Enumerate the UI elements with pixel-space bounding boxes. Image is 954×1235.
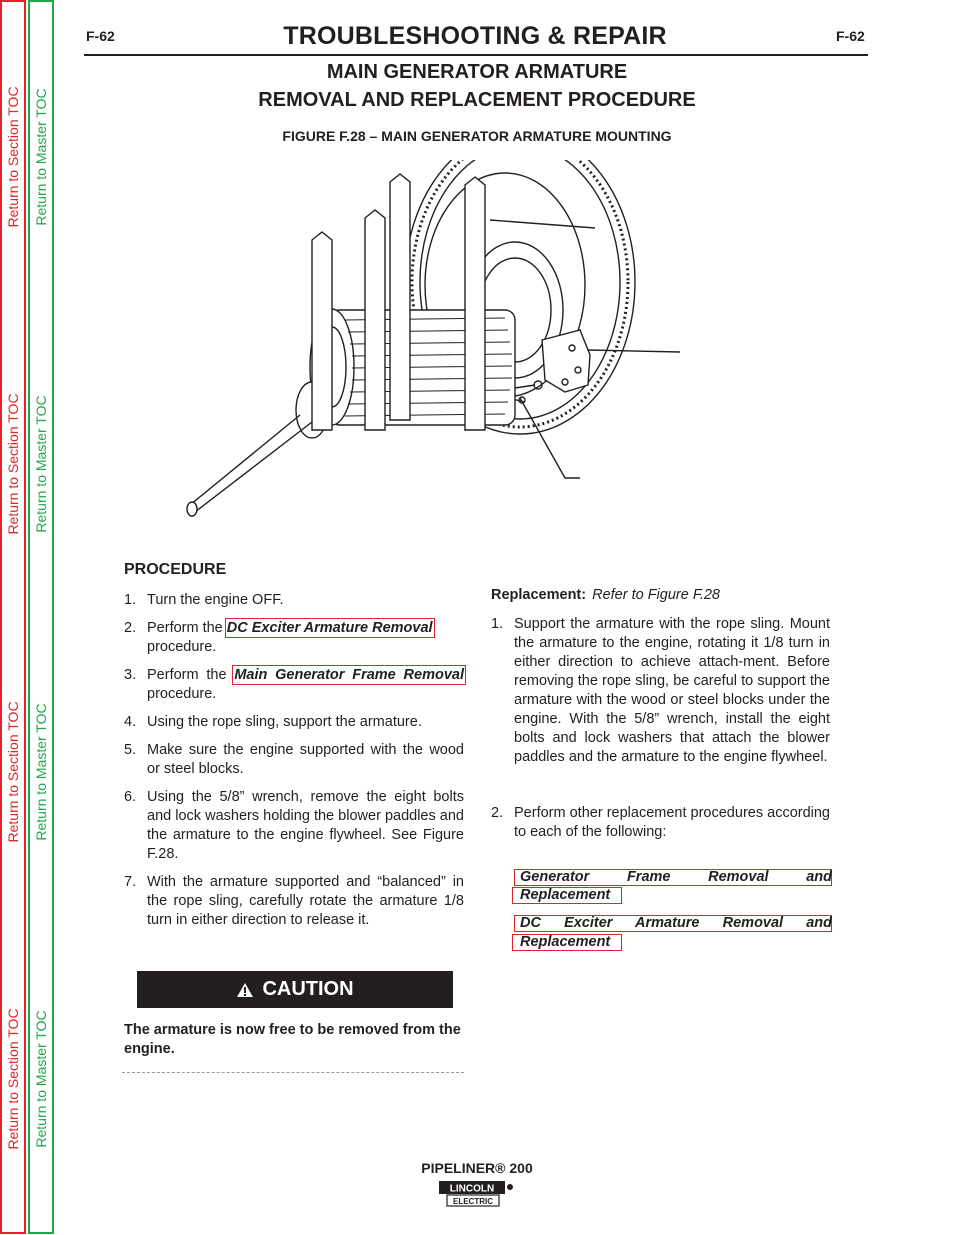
caution-text: The armature is now free to be removed from the engine. bbox=[124, 1022, 461, 1057]
step-number: 4. bbox=[124, 714, 137, 730]
list-item bbox=[124, 788, 464, 864]
replacement-heading bbox=[491, 586, 830, 605]
step-number: 6. bbox=[124, 789, 137, 805]
step-text: Support the armature with the rope sling. Mount the armature to the engine, rotating it 1/8 turn in either direction to achieve attach-ment. Before removing the rope sling, be careful to support the armature with the wood or steel blocks under the engine. With the 5/8” wrench, install the eight bolts and lock washers that attach the blower paddles and the armature to the engine flywheel. bbox=[514, 616, 830, 765]
step-text: procedure. bbox=[147, 686, 217, 702]
page-title: TROUBLESHOOTING & REPAIR bbox=[283, 22, 667, 50]
list-item bbox=[124, 619, 464, 657]
return-to-section-toc-link[interactable]: Return to Section TOC bbox=[5, 1008, 21, 1150]
step-text: With the armature supported and “balanced” in the rope sling, carefully rotate the armature 1/8 turn in either direction to release it. bbox=[147, 874, 464, 928]
step-text: procedure. bbox=[147, 639, 217, 655]
replacement-reference: Refer to Figure F.28 bbox=[592, 587, 720, 603]
return-to-master-toc-link[interactable]: Return to Master TOC bbox=[33, 1010, 49, 1148]
page-number-right: F-62 bbox=[836, 28, 865, 44]
step-text: Using the 5/8” wrench, remove the eight bolts and lock washers holding the blower paddles and the armature to the engine flywheel. See Figure F.28. bbox=[147, 789, 464, 862]
step-text: Perform the bbox=[147, 620, 223, 636]
figure-caption: FIGURE F.28 – MAIN GENERATOR ARMATURE MOUNTING bbox=[282, 128, 672, 144]
section-toc-rail bbox=[0, 0, 26, 1234]
caution-label: CAUTION bbox=[262, 978, 354, 1000]
dc-exciter-replacement-link[interactable]: Replacement bbox=[520, 934, 611, 950]
list-item bbox=[124, 873, 464, 930]
step-number: 3. bbox=[124, 667, 137, 683]
armature-mounting-illustration bbox=[170, 160, 700, 540]
step-number: 2. bbox=[491, 805, 504, 821]
page-number-left: F-62 bbox=[86, 28, 115, 44]
step-number: 5. bbox=[124, 742, 137, 758]
product-name: PIPELINER® 200 bbox=[421, 1160, 533, 1176]
logo-bottom-text: ELECTRIC bbox=[453, 1197, 493, 1206]
return-to-section-toc-link[interactable]: Return to Section TOC bbox=[5, 86, 21, 228]
replacement-steps bbox=[491, 615, 830, 842]
step-number: 2. bbox=[124, 620, 137, 636]
dc-exciter-armature-removal-replacement-link[interactable]: DC Exciter Armature Removal and bbox=[520, 915, 832, 931]
list-item bbox=[491, 804, 830, 842]
return-to-master-toc-link[interactable]: Return to Master TOC bbox=[33, 88, 49, 226]
generator-frame-replacement-link[interactable]: Replacement bbox=[520, 887, 611, 903]
dashed-divider bbox=[122, 1072, 464, 1073]
procedure-heading: PROCEDURE bbox=[124, 561, 227, 578]
warning-icon bbox=[236, 982, 254, 998]
step-text: Perform other replacement procedures according to each of the following: bbox=[514, 805, 830, 840]
list-item bbox=[491, 615, 830, 767]
caution-banner bbox=[137, 971, 453, 1008]
procedure-steps bbox=[124, 591, 464, 930]
logo-top-text: LINCOLN bbox=[449, 1183, 495, 1195]
generator-frame-removal-link[interactable]: Generator Frame Removal and bbox=[520, 869, 832, 885]
main-generator-frame-removal-link[interactable]: Main Generator Frame Removal bbox=[234, 667, 464, 683]
list-item bbox=[124, 713, 464, 732]
procedure-title-line2: REMOVAL AND REPLACEMENT PROCEDURE bbox=[258, 89, 696, 111]
procedure-section bbox=[124, 560, 464, 939]
return-to-section-toc-link[interactable]: Return to Section TOC bbox=[5, 701, 21, 843]
return-to-master-toc-link[interactable]: Return to Master TOC bbox=[33, 395, 49, 533]
replacement-section bbox=[491, 586, 830, 851]
procedure-title-line1: MAIN GENERATOR ARMATURE bbox=[326, 61, 628, 83]
master-toc-rail bbox=[28, 0, 54, 1234]
step-text: Using the rope sling, support the armature. bbox=[147, 714, 422, 730]
list-item bbox=[124, 591, 464, 610]
header-divider bbox=[84, 54, 868, 56]
list-item bbox=[124, 666, 464, 704]
step-text: Perform the bbox=[147, 667, 227, 683]
return-to-section-toc-link[interactable]: Return to Section TOC bbox=[5, 393, 21, 535]
lincoln-electric-logo bbox=[437, 1179, 517, 1209]
step-number: 1. bbox=[491, 616, 504, 632]
step-number: 1. bbox=[124, 592, 137, 608]
list-item bbox=[124, 741, 464, 779]
return-to-master-toc-link[interactable]: Return to Master TOC bbox=[33, 703, 49, 841]
replacement-label: Replacement: bbox=[491, 587, 587, 603]
step-text: Make sure the engine supported with the wood or steel blocks. bbox=[147, 742, 464, 777]
step-text: Turn the engine OFF. bbox=[147, 592, 284, 608]
step-number: 7. bbox=[124, 874, 137, 890]
dc-exciter-armature-removal-link[interactable]: DC Exciter Armature Removal bbox=[226, 620, 433, 636]
